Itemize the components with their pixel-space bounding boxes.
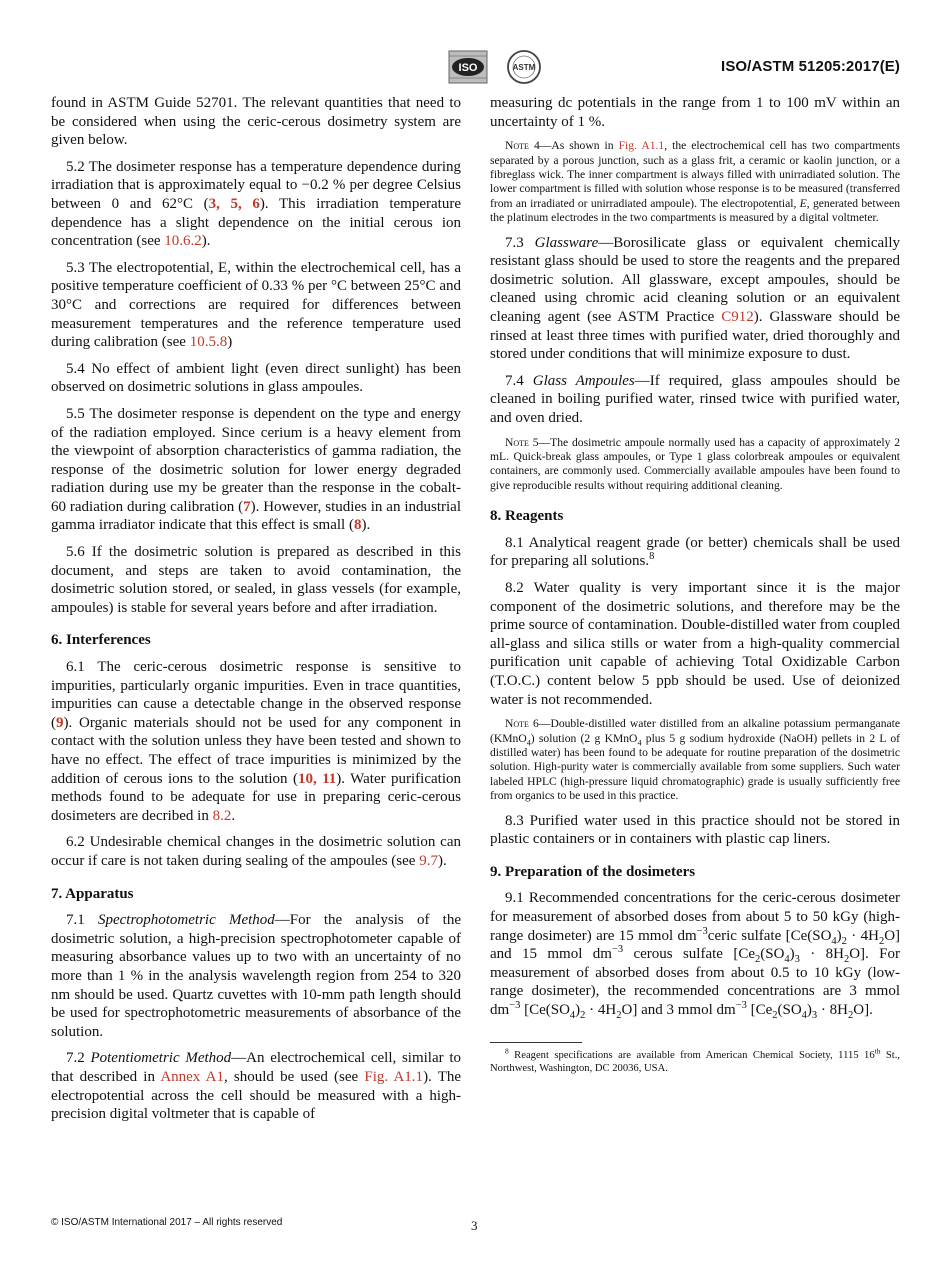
reference-link[interactable]: 10, 11: [297, 770, 337, 787]
reference-link[interactable]: 7: [243, 498, 251, 515]
note-5: Note 5—The dosimetric ampoule normally used has a capacity of approximately 2 mL. Quick-break glass ampoules, or Type 1 glass colorbreak ampoules or equivalent containers, are commonly used. Commercially available ampoules have been found to give reproducible results without requiring additional cleaning.: [490, 435, 900, 492]
section-link[interactable]: 9.7: [419, 852, 438, 869]
figure-link[interactable]: Fig. A1.1: [618, 139, 665, 153]
footnote-8: $^8$ Reagent specifications are available from American Chemical Society, 1115 16th St., Northwest, Washington, DC 20036, USA.: [490, 1045, 901, 1074]
paragraph-9-1: 9.1 Recommended concentrations for the ceric-cerous dosimeter for measurement of absorbed doses from about 5 to 50 kGy (high-range dosimeter) are 15 mmol $dm^{-3}ceric$ sulfate $[Ce(SO_4)_2 \cdot 4H_2O]$ and 15 mmol $dm^{-3}$ cerous sulfate $[Ce_2(SO_4)_3 \cdot 8H_2O]$. For measurement of absorbed doses from about 0.5 to 10 kGy (low-range dosimeter), the recommended concentrations are 3 mmol $dm^{-3}$ $[Ce(SO_4)_2 \cdot 4H_2O]$ and 3 mmol $dm^{-3}$ $[Ce_2(SO_4)_3 \cdot 8H_2O]$.: [490, 890, 901, 1021]
astm-logo: [505, 48, 543, 86]
paragraph-5-5: 5.5 The dosimeter response is dependent on the type and energy of the radiation employed. Since cerium is a heavy element from the viewpoint of absorption characteristics of gamma radiation, the response of the dosimetric solution for lower energy degraded radiation during use my be greater than the response in the cobalt-60 radiation during calibration (7). However, studies in an industrial gamma irradiator indicate that this effect is small (8).: [51, 405, 461, 534]
paragraph-8-3: 8.3 Purified water used in this practice should not be stored in plastic containers or in containers with plastic cap liners.: [490, 812, 900, 848]
section-heading-interferences: 6. Interferences: [51, 632, 151, 649]
paragraph: found in ASTM Guide 52701. The relevant quantities that need to be considered when using the ceric-cerous dosimetry system are given below.: [51, 95, 461, 149]
paragraph-5-4: 5.4 No effect of ambient light (even direct sunlight) has been observed on dosimetric solutions in glass ampoules.: [51, 360, 461, 396]
page-header: [0, 48, 950, 88]
footnote-divider: [490, 1042, 582, 1043]
paragraph-6-1: 6.1 The ceric-cerous dosimetric response is sensitive to impurities, particularly organic impurities. Even in trace quantities, impurities can cause a detectable change in the observed response (9). Organic materials should not be used for any component in contact with the solution unless they have been tested and shown to have no effect. The effect of trace impurities is minimized by the addition of cerous ions to the solution (10, 11). Water purification methods found to be adequate for use in preparing ceric-cerous dosimeters are decribed in 8.2.: [51, 659, 461, 824]
paragraph: measuring dc potentials in the range from 1 to 100 mV within an uncertainty of 1 %.: [490, 95, 900, 130]
annex-link[interactable]: Annex A1: [160, 1068, 224, 1085]
page-number: 3: [471, 1218, 478, 1233]
section-link[interactable]: 10.5.8: [189, 334, 228, 351]
reference-link[interactable]: 3, 5, 6: [208, 195, 260, 212]
section-heading-preparation: 9. Preparation of the dosimeters: [490, 863, 696, 880]
left-column: [51, 94, 461, 1132]
reference-link[interactable]: 8: [353, 517, 362, 534]
footnote-ref[interactable]: 8: [649, 551, 655, 563]
paragraph-7-3: 7.3 Glassware—Borosilicate glass or equivalent chemically resistant glass should be used to store the reagents and the prepared dosimetric solution. All glassware, except ampoules, should be cleaned using chromic acid cleaning solution or an equivalent cleaning agent (see ASTM Practice C912). Glassware should be rinsed at least three times with purified water, dried thoroughly and stored under conditions that will minimize exposure to dust.: [490, 234, 900, 363]
reference-link[interactable]: 9: [56, 714, 64, 731]
document-id: ISO/ASTM 51205:2017(E): [721, 58, 900, 75]
paragraph-7-2: 7.2 Potentiometric Method—An electrochemical cell, similar to that described in Annex A1, should be used (see Fig. A1.1). The electropotential across the cell should be measured with a high-precision digital voltmeter that is capable of: [51, 1050, 462, 1123]
paragraph-5-2: 5.2 The dosimeter response has a temperature dependence during irradiation that is approximately equal to −0.2 % per degree Celsius between 0 and 62°C (3, 5, 6). This irradiation temperature dependence has a slight dependence on the initial cerous ion concentration (see 10.6.2).: [51, 158, 461, 250]
paragraph-6-2: 6.2 Undesirable chemical changes in the dosimetric solution can occur if care is not taken during sealing of the ampoules (see 9.7).: [51, 834, 461, 869]
paragraph-7-4: 7.4 Glass Ampoules—If required, glass ampoules should be cleaned in boiling purified water, rinsed twice with purified water, and oven dried.: [490, 372, 901, 426]
paragraph-7-1: 7.1 Spectrophotometric Method—For the analysis of the dosimetric solution, a high-precision spectrophotometer capable of measuring absorbance values up to two with an uncertainty of no more than 1 % in the analysis wavelength region from 254 to 320 nm should be used. Quartz cuvettes with 10-mm path length should be used for spectrophotometric measurements of absorbance of the solution.: [51, 912, 462, 1040]
note-6: Note 6—Double-distilled water distilled from an alkaline potassium permanganate (KMnO$_4$) solution (2 g KMnO$_4$ plus 5 g sodium hydroxide (NaOH) pellets in 2 L of distilled water) has been found to be adequate for routine preparation of the dosimetric solution. High-purity water is commercially available from some suppliers. Such water labeled HPLC (high-pressure liquid chromatographic) grade is usually sufficiently free from organics to be used in this practice.: [490, 717, 901, 803]
svg-text:ASTM: ASTM: [512, 63, 536, 72]
iso-logo: [448, 50, 488, 84]
paragraph-8-1: 8.1 Analytical reagent grade (or better) chemicals shall be used for preparing all solutions.$^8$: [490, 534, 900, 570]
section-link[interactable]: 10.6.2: [164, 233, 202, 250]
right-column: [490, 94, 900, 1084]
section-heading-reagents: 8. Reagents: [490, 508, 564, 525]
svg-text:ISO: ISO: [458, 62, 478, 74]
section-link[interactable]: 8.2: [212, 807, 232, 824]
standard-link[interactable]: C912: [721, 309, 754, 325]
figure-link[interactable]: Fig. A1.1: [364, 1068, 424, 1085]
note-4: Note 4—As shown in Fig. A1.1, the electrochemical cell has two compartments separated by a porous junction, such as a glass frit, a ceramic or kaolin junction, or a fibreglass wick. The inner compartment is always filled with unirradiated solution. The lower compartment is filled with solution whose response is to be measured (transferred from an irradiated or unirradiated ampoule). The electropotential, E, generated between the platinum electrodes in the two compartments is measured by a digital voltmeter.: [490, 139, 900, 225]
section-heading-apparatus: 7. Apparatus: [51, 885, 134, 902]
copyright-notice: © ISO/ASTM International 2017 – All rights reserved: [51, 1217, 283, 1228]
paragraph-5-3: 5.3 The electropotential, E, within the electrochemical cell, has a positive temperature coefficient of 0.33 % per °C between 25°C and 30°C and corrections are required for differences between measurement temperatures and the reference temperature used during calibration (see 10.5.8): [51, 259, 461, 351]
paragraph-8-2: 8.2 Water quality is very important since it is the major component of the dosimetric solutions, and therefore may be the prime source of contamination. Double-distilled water from coupled all-glass and silica stills or water from a high-quality commercial purification unit capable of achieving Total Oxidizable Carbon (T.O.C.) content below 5 ppb should be used. Use of deionized water is not recommended.: [490, 579, 900, 708]
paragraph-5-6: 5.6 If the dosimetric solution is prepared as described in this document, and steps are taken to avoid contamination, the dosimetric solution stored, or sealed, in glass vessels (for example, ampoules) is stable for several years before and after irradiation.: [51, 544, 461, 616]
